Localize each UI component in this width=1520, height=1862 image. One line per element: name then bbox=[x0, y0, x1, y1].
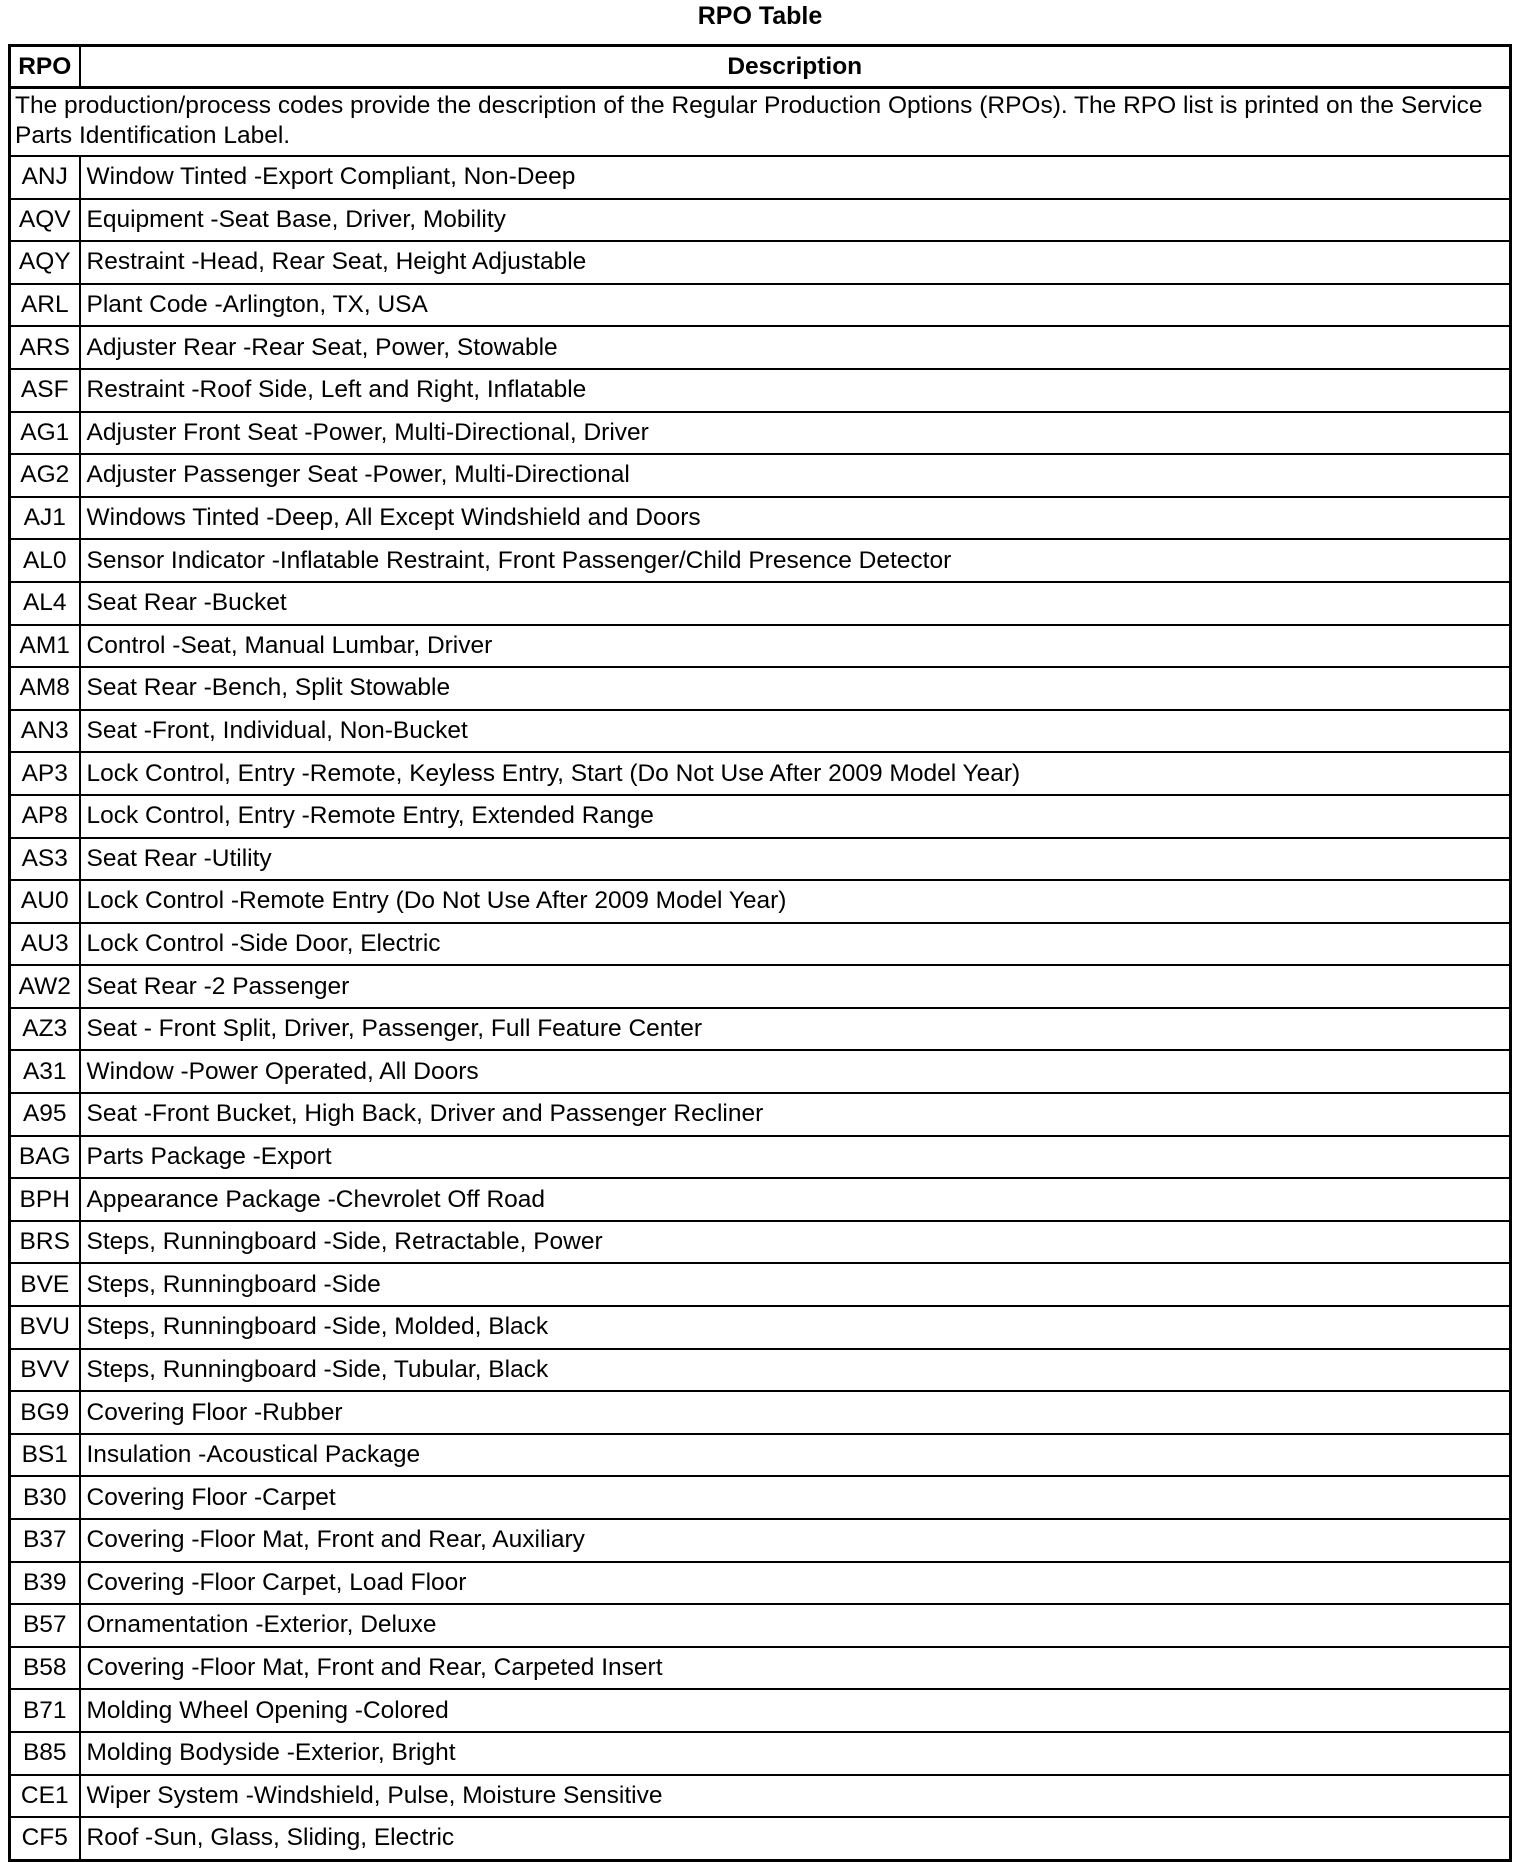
rpo-code: AG1 bbox=[10, 412, 80, 455]
rpo-description: Insulation -Acoustical Package bbox=[80, 1434, 1511, 1477]
rpo-description: Covering Floor -Rubber bbox=[80, 1391, 1511, 1434]
table-row bbox=[10, 1050, 1511, 1093]
table-row bbox=[10, 497, 1511, 540]
table-row bbox=[10, 1008, 1511, 1051]
rpo-table bbox=[8, 44, 1512, 1862]
table-row bbox=[10, 284, 1511, 327]
table-row bbox=[10, 923, 1511, 966]
rpo-description: Covering Floor -Carpet bbox=[80, 1476, 1511, 1519]
rpo-description: Seat Rear -Bench, Split Stowable bbox=[80, 667, 1511, 710]
rpo-description: Covering -Floor Mat, Front and Rear, Carpeted Insert bbox=[80, 1647, 1511, 1690]
rpo-code: AS3 bbox=[10, 838, 80, 881]
rpo-description: Lock Control, Entry -Remote Entry, Extended Range bbox=[80, 795, 1511, 838]
table-row bbox=[10, 412, 1511, 455]
rpo-description: Restraint -Roof Side, Left and Right, Inflatable bbox=[80, 369, 1511, 412]
rpo-code: AU0 bbox=[10, 880, 80, 923]
table-row bbox=[10, 710, 1511, 753]
rpo-description: Covering -Floor Mat, Front and Rear, Auxiliary bbox=[80, 1519, 1511, 1562]
table-row bbox=[10, 625, 1511, 668]
rpo-description: Parts Package -Export bbox=[80, 1136, 1511, 1179]
rpo-code: AN3 bbox=[10, 710, 80, 753]
table-row bbox=[10, 1263, 1511, 1306]
rpo-description: Adjuster Front Seat -Power, Multi-Directional, Driver bbox=[80, 412, 1511, 455]
rpo-code: B57 bbox=[10, 1604, 80, 1647]
rpo-description: Steps, Runningboard -Side, Retractable, Power bbox=[80, 1221, 1511, 1264]
rpo-description: Molding Bodyside -Exterior, Bright bbox=[80, 1732, 1511, 1775]
rpo-code: ARS bbox=[10, 326, 80, 369]
rpo-description: Seat -Front, Individual, Non-Bucket bbox=[80, 710, 1511, 753]
rpo-code: CF5 bbox=[10, 1817, 80, 1860]
table-row bbox=[10, 667, 1511, 710]
table-row bbox=[10, 1604, 1511, 1647]
table-row bbox=[10, 539, 1511, 582]
column-header-description: Description bbox=[80, 46, 1511, 88]
rpo-code: ASF bbox=[10, 369, 80, 412]
rpo-code: AM1 bbox=[10, 625, 80, 668]
rpo-description: Sensor Indicator -Inflatable Restraint, Front Passenger/Child Presence Detector bbox=[80, 539, 1511, 582]
column-header-rpo: RPO bbox=[10, 46, 80, 88]
table-row bbox=[10, 156, 1511, 199]
rpo-description: Seat Rear -2 Passenger bbox=[80, 965, 1511, 1008]
rpo-code: AL0 bbox=[10, 539, 80, 582]
table-row bbox=[10, 199, 1511, 242]
rpo-description: Appearance Package -Chevrolet Off Road bbox=[80, 1178, 1511, 1221]
rpo-description: Equipment -Seat Base, Driver, Mobility bbox=[80, 199, 1511, 242]
rpo-code: B39 bbox=[10, 1562, 80, 1605]
rpo-code: BRS bbox=[10, 1221, 80, 1264]
rpo-code: AG2 bbox=[10, 454, 80, 497]
rpo-description: Control -Seat, Manual Lumbar, Driver bbox=[80, 625, 1511, 668]
rpo-description: Lock Control, Entry -Remote, Keyless Entry, Start (Do Not Use After 2009 Model Year) bbox=[80, 752, 1511, 795]
rpo-description: Adjuster Rear -Rear Seat, Power, Stowable bbox=[80, 326, 1511, 369]
rpo-description: Steps, Runningboard -Side, Molded, Black bbox=[80, 1306, 1511, 1349]
rpo-description: Seat - Front Split, Driver, Passenger, Full Feature Center bbox=[80, 1008, 1511, 1051]
rpo-description: Seat Rear -Utility bbox=[80, 838, 1511, 881]
table-row bbox=[10, 1306, 1511, 1349]
rpo-description: Roof -Sun, Glass, Sliding, Electric bbox=[80, 1817, 1511, 1860]
rpo-code: BVE bbox=[10, 1263, 80, 1306]
rpo-code: AZ3 bbox=[10, 1008, 80, 1051]
intro-row bbox=[10, 88, 1511, 157]
table-row bbox=[10, 454, 1511, 497]
rpo-code: B30 bbox=[10, 1476, 80, 1519]
rpo-description: Window Tinted -Export Compliant, Non-Deep bbox=[80, 156, 1511, 199]
table-row bbox=[10, 1775, 1511, 1818]
rpo-code: B71 bbox=[10, 1689, 80, 1732]
table-row bbox=[10, 1434, 1511, 1477]
table-row bbox=[10, 241, 1511, 284]
table-row bbox=[10, 1476, 1511, 1519]
rpo-code: B37 bbox=[10, 1519, 80, 1562]
table-row bbox=[10, 1178, 1511, 1221]
table-row bbox=[10, 1093, 1511, 1136]
rpo-description: Restraint -Head, Rear Seat, Height Adjustable bbox=[80, 241, 1511, 284]
table-row bbox=[10, 326, 1511, 369]
rpo-description: Lock Control -Side Door, Electric bbox=[80, 923, 1511, 966]
rpo-code: AJ1 bbox=[10, 497, 80, 540]
rpo-description: Wiper System -Windshield, Pulse, Moisture Sensitive bbox=[80, 1775, 1511, 1818]
rpo-description: Ornamentation -Exterior, Deluxe bbox=[80, 1604, 1511, 1647]
rpo-code: BG9 bbox=[10, 1391, 80, 1434]
table-row bbox=[10, 965, 1511, 1008]
table-row bbox=[10, 1562, 1511, 1605]
rpo-code: AM8 bbox=[10, 667, 80, 710]
rpo-code: ARL bbox=[10, 284, 80, 327]
rpo-code: ANJ bbox=[10, 156, 80, 199]
rpo-code: A95 bbox=[10, 1093, 80, 1136]
table-row bbox=[10, 1732, 1511, 1775]
table-row bbox=[10, 582, 1511, 625]
table-row bbox=[10, 1647, 1511, 1690]
rpo-code: B85 bbox=[10, 1732, 80, 1775]
table-row bbox=[10, 1817, 1511, 1860]
table-row bbox=[10, 752, 1511, 795]
rpo-code: AU3 bbox=[10, 923, 80, 966]
rpo-code: AP8 bbox=[10, 795, 80, 838]
table-row bbox=[10, 369, 1511, 412]
rpo-description: Seat -Front Bucket, High Back, Driver and Passenger Recliner bbox=[80, 1093, 1511, 1136]
rpo-code: A31 bbox=[10, 1050, 80, 1093]
rpo-description: Plant Code -Arlington, TX, USA bbox=[80, 284, 1511, 327]
table-row bbox=[10, 1221, 1511, 1264]
rpo-code: CE1 bbox=[10, 1775, 80, 1818]
table-header-row bbox=[10, 46, 1511, 88]
rpo-code: B58 bbox=[10, 1647, 80, 1690]
rpo-description: Molding Wheel Opening -Colored bbox=[80, 1689, 1511, 1732]
rpo-description: Lock Control -Remote Entry (Do Not Use After 2009 Model Year) bbox=[80, 880, 1511, 923]
rpo-code: AL4 bbox=[10, 582, 80, 625]
table-row bbox=[10, 1689, 1511, 1732]
rpo-description: Adjuster Passenger Seat -Power, Multi-Directional bbox=[80, 454, 1511, 497]
rpo-code: AP3 bbox=[10, 752, 80, 795]
intro-text: The production/process codes provide the description of the Regular Production Options (RPOs). The RPO list is printed on the Service Parts Identification Label. bbox=[10, 88, 1511, 157]
table-row bbox=[10, 1136, 1511, 1179]
rpo-description: Covering -Floor Carpet, Load Floor bbox=[80, 1562, 1511, 1605]
rpo-description: Windows Tinted -Deep, All Except Windshield and Doors bbox=[80, 497, 1511, 540]
rpo-code: AW2 bbox=[10, 965, 80, 1008]
rpo-code: BS1 bbox=[10, 1434, 80, 1477]
rpo-description: Steps, Runningboard -Side bbox=[80, 1263, 1511, 1306]
rpo-code: BAG bbox=[10, 1136, 80, 1179]
page-title: RPO Table bbox=[697, 2, 823, 30]
rpo-code: BPH bbox=[10, 1178, 80, 1221]
table-row bbox=[10, 880, 1511, 923]
rpo-description: Steps, Runningboard -Side, Tubular, Black bbox=[80, 1349, 1511, 1392]
rpo-description: Seat Rear -Bucket bbox=[80, 582, 1511, 625]
table-row bbox=[10, 1349, 1511, 1392]
rpo-description: Window -Power Operated, All Doors bbox=[80, 1050, 1511, 1093]
table-row bbox=[10, 795, 1511, 838]
rpo-code: AQY bbox=[10, 241, 80, 284]
rpo-code: BVU bbox=[10, 1306, 80, 1349]
rpo-code: BVV bbox=[10, 1349, 80, 1392]
table-row bbox=[10, 1519, 1511, 1562]
table-row bbox=[10, 838, 1511, 881]
table-row bbox=[10, 1391, 1511, 1434]
rpo-code: AQV bbox=[10, 199, 80, 242]
